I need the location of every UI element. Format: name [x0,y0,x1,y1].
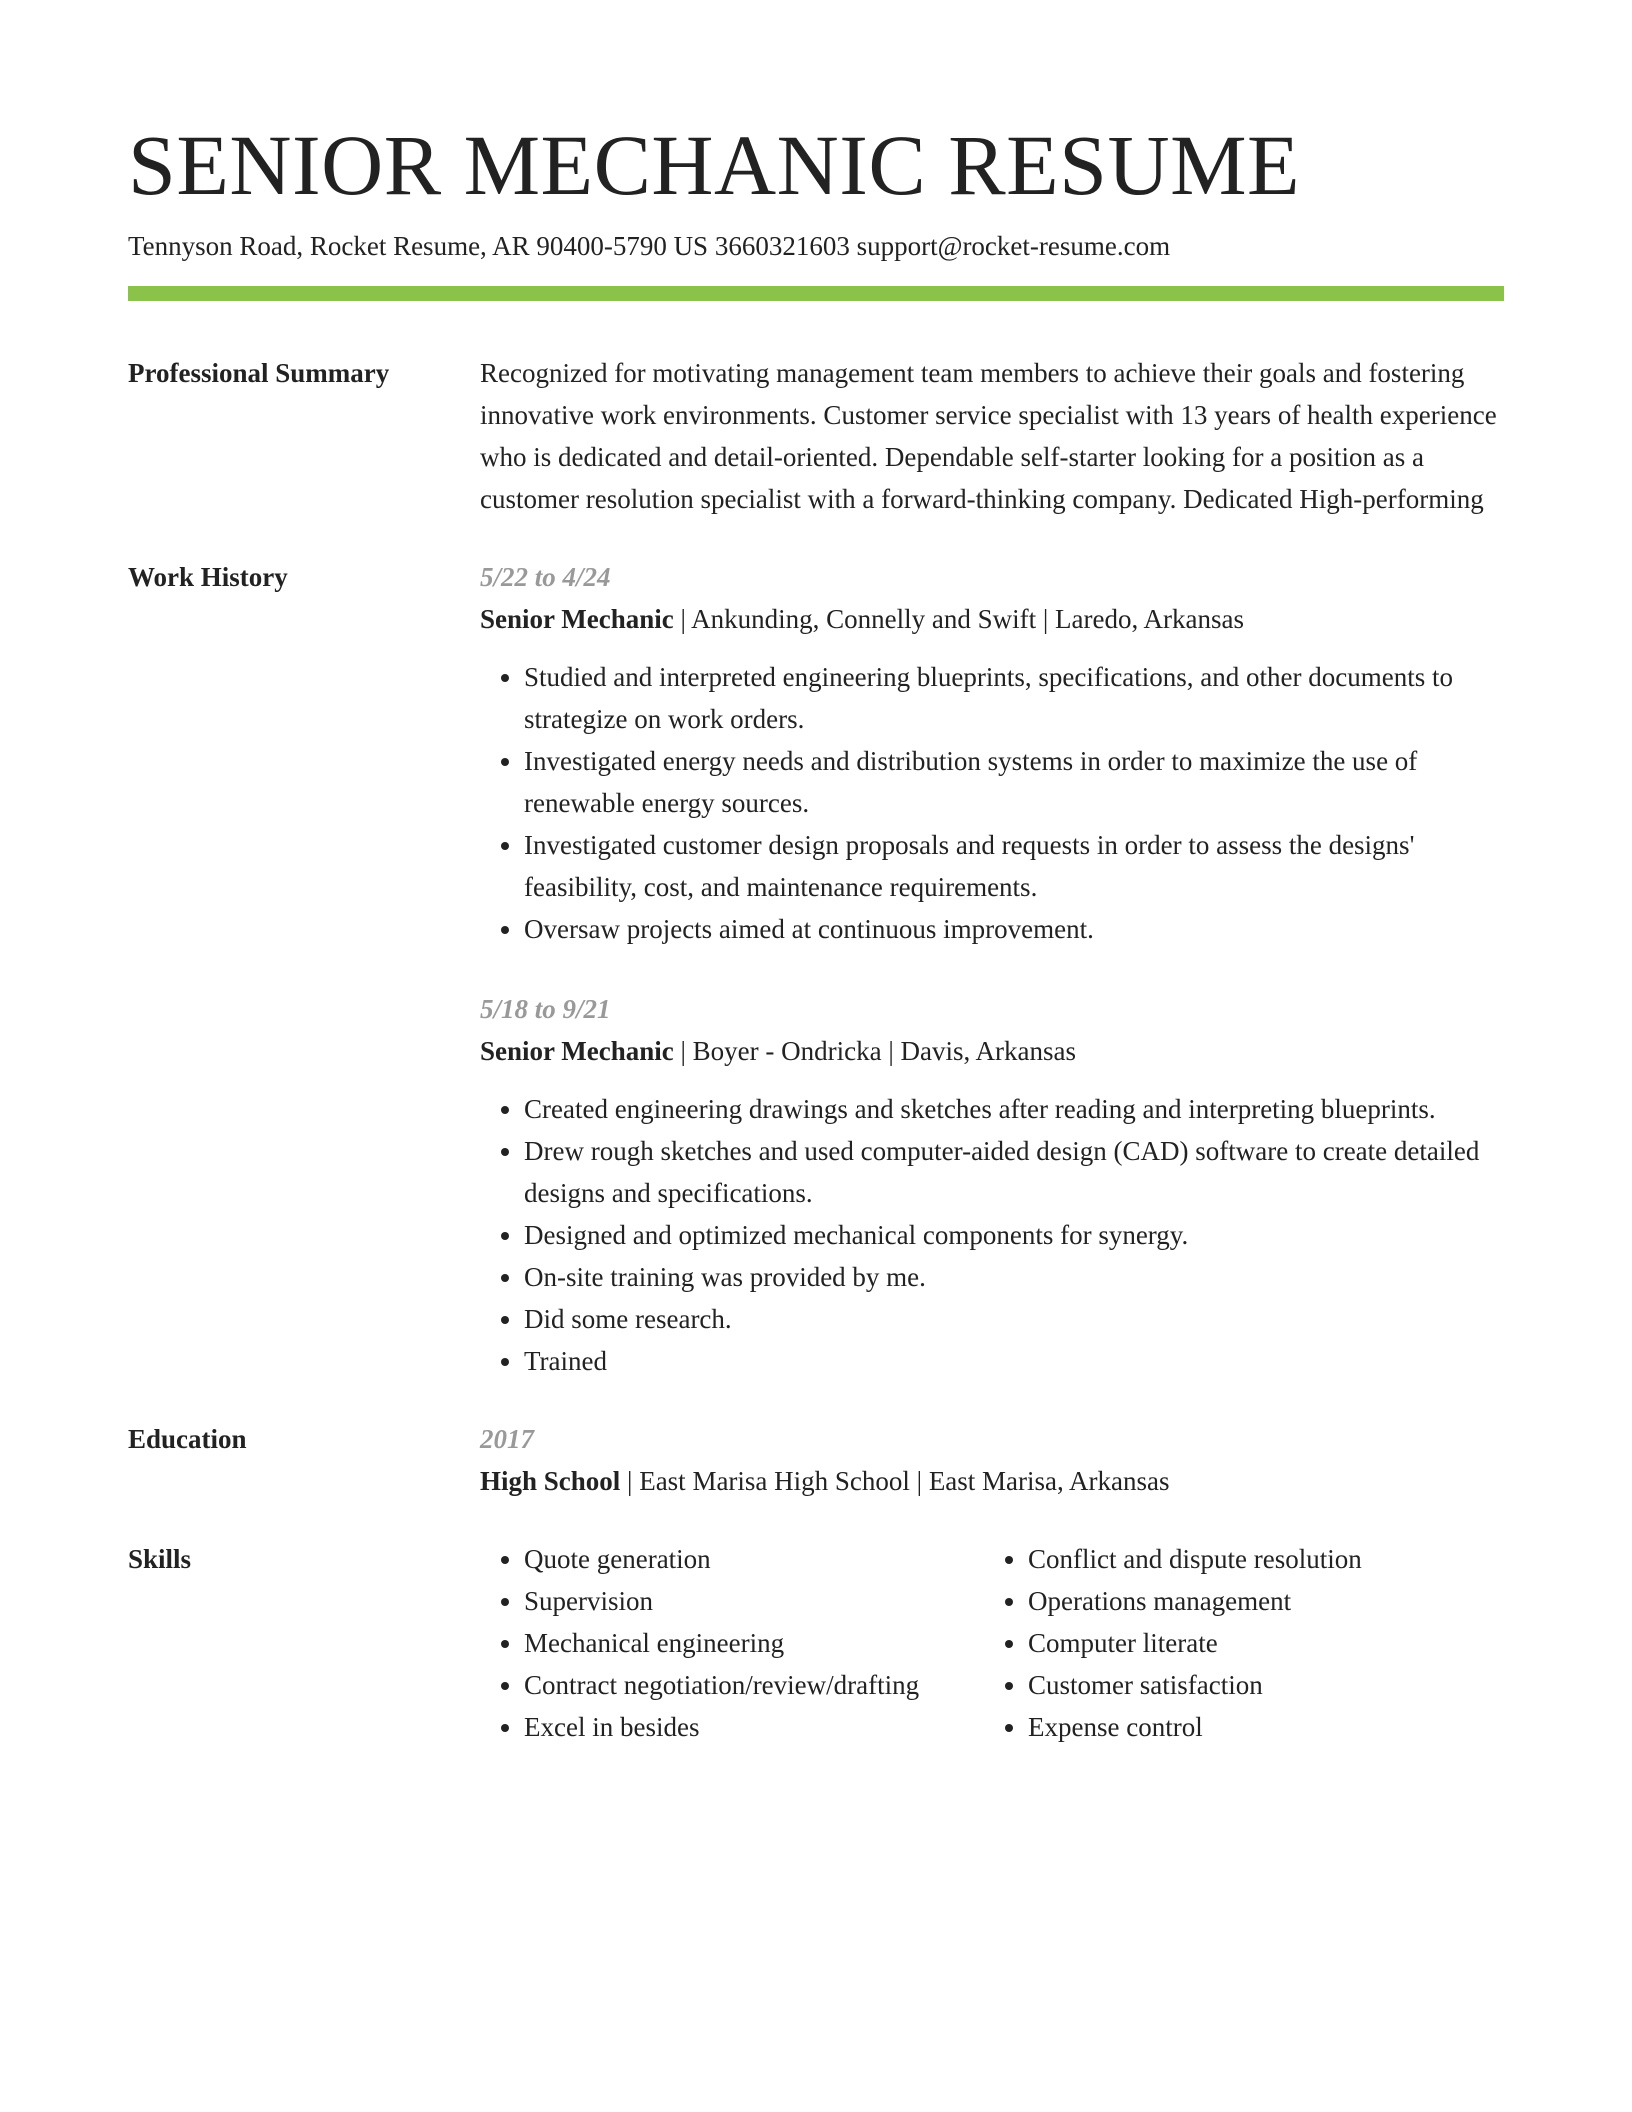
section-label: Education [128,1424,247,1454]
list-item: • Studied and interpreted engineering blueprints, specifications, and other documents to strategize on work orders. [524,656,1504,740]
skills-list-right [984,1538,1504,1748]
skills-section [128,1538,1504,1748]
skill-item: • Computer literate [1028,1622,1504,1664]
list-item: • Oversaw projects aimed at continuous improvement. [524,908,1504,950]
job-dates: 5/22 to 4/24 [480,562,611,592]
skill-item: • Supervision [524,1580,984,1622]
skill-item: • Expense control [1028,1706,1504,1748]
section-label: Skills [128,1544,192,1574]
job-heading [480,598,1504,640]
accent-divider [128,286,1504,301]
skill-item: • Mechanical engineering [524,1622,984,1664]
skill-item: • Conflict and dispute resolution [1028,1538,1504,1580]
job-bullets [480,1088,1504,1382]
list-item: • Did some research. [524,1298,1504,1340]
education-section [128,1418,1504,1502]
resume-title: SENIOR MECHANIC RESUME [128,117,1301,213]
summary-text: Recognized for motivating management team members to achieve their goals and fostering innovative work environments. Customer service specialist with 13 years of health experience who is dedicated and detail-oriented. Dependable self-starter looking for a position as a customer resolution specialist with a forward-thinking company. Dedicated High-performing [480,358,1497,514]
job-entry [480,988,1504,1382]
contact-line: Tennyson Road, Rocket Resume, AR 90400-5790 US 3660321603 support@rocket-resume.com [128,231,1171,261]
list-item: • On-site training was provided by me. [524,1256,1504,1298]
job-title: Senior Mechanic [480,1036,674,1066]
section-label: Professional Summary [128,358,390,388]
job-dates: 5/18 to 9/21 [480,994,611,1024]
list-item: • Trained [524,1340,1504,1382]
resume-content [128,352,1504,1784]
job-bullets [480,656,1504,950]
work-history-section [128,556,1504,1382]
skills-list-left [480,1538,984,1748]
job-details: | Boyer - Ondricka | Davis, Arkansas [673,1036,1076,1066]
education-year: 2017 [480,1424,534,1454]
list-item: • Created engineering drawings and sketches after reading and interpreting blueprints. [524,1088,1504,1130]
list-item: • Drew rough sketches and used computer-aided design (CAD) software to create detailed designs and specifications. [524,1130,1504,1214]
education-details: | East Marisa High School | East Marisa, Arkansas [620,1466,1170,1496]
list-item: • Investigated customer design proposals and requests in order to assess the designs' feasibility, cost, and maintenance requirements. [524,824,1504,908]
education-degree: High School [480,1466,621,1496]
job-entry [480,556,1504,950]
list-item: • Investigated energy needs and distribution systems in order to maximize the use of renewable energy sources. [524,740,1504,824]
job-heading [480,1030,1504,1072]
skill-item: • Excel in besides [524,1706,984,1748]
skill-item: • Quote generation [524,1538,984,1580]
list-item: • Designed and optimized mechanical components for synergy. [524,1214,1504,1256]
education-heading [480,1460,1504,1502]
skill-item: • Contract negotiation/review/drafting [524,1664,984,1706]
job-title: Senior Mechanic [480,604,674,634]
skill-item: • Customer satisfaction [1028,1664,1504,1706]
skill-item: • Operations management [1028,1580,1504,1622]
professional-summary-section [128,352,1504,520]
job-details: | Ankunding, Connelly and Swift | Laredo, Arkansas [673,604,1244,634]
section-label: Work History [128,562,288,592]
